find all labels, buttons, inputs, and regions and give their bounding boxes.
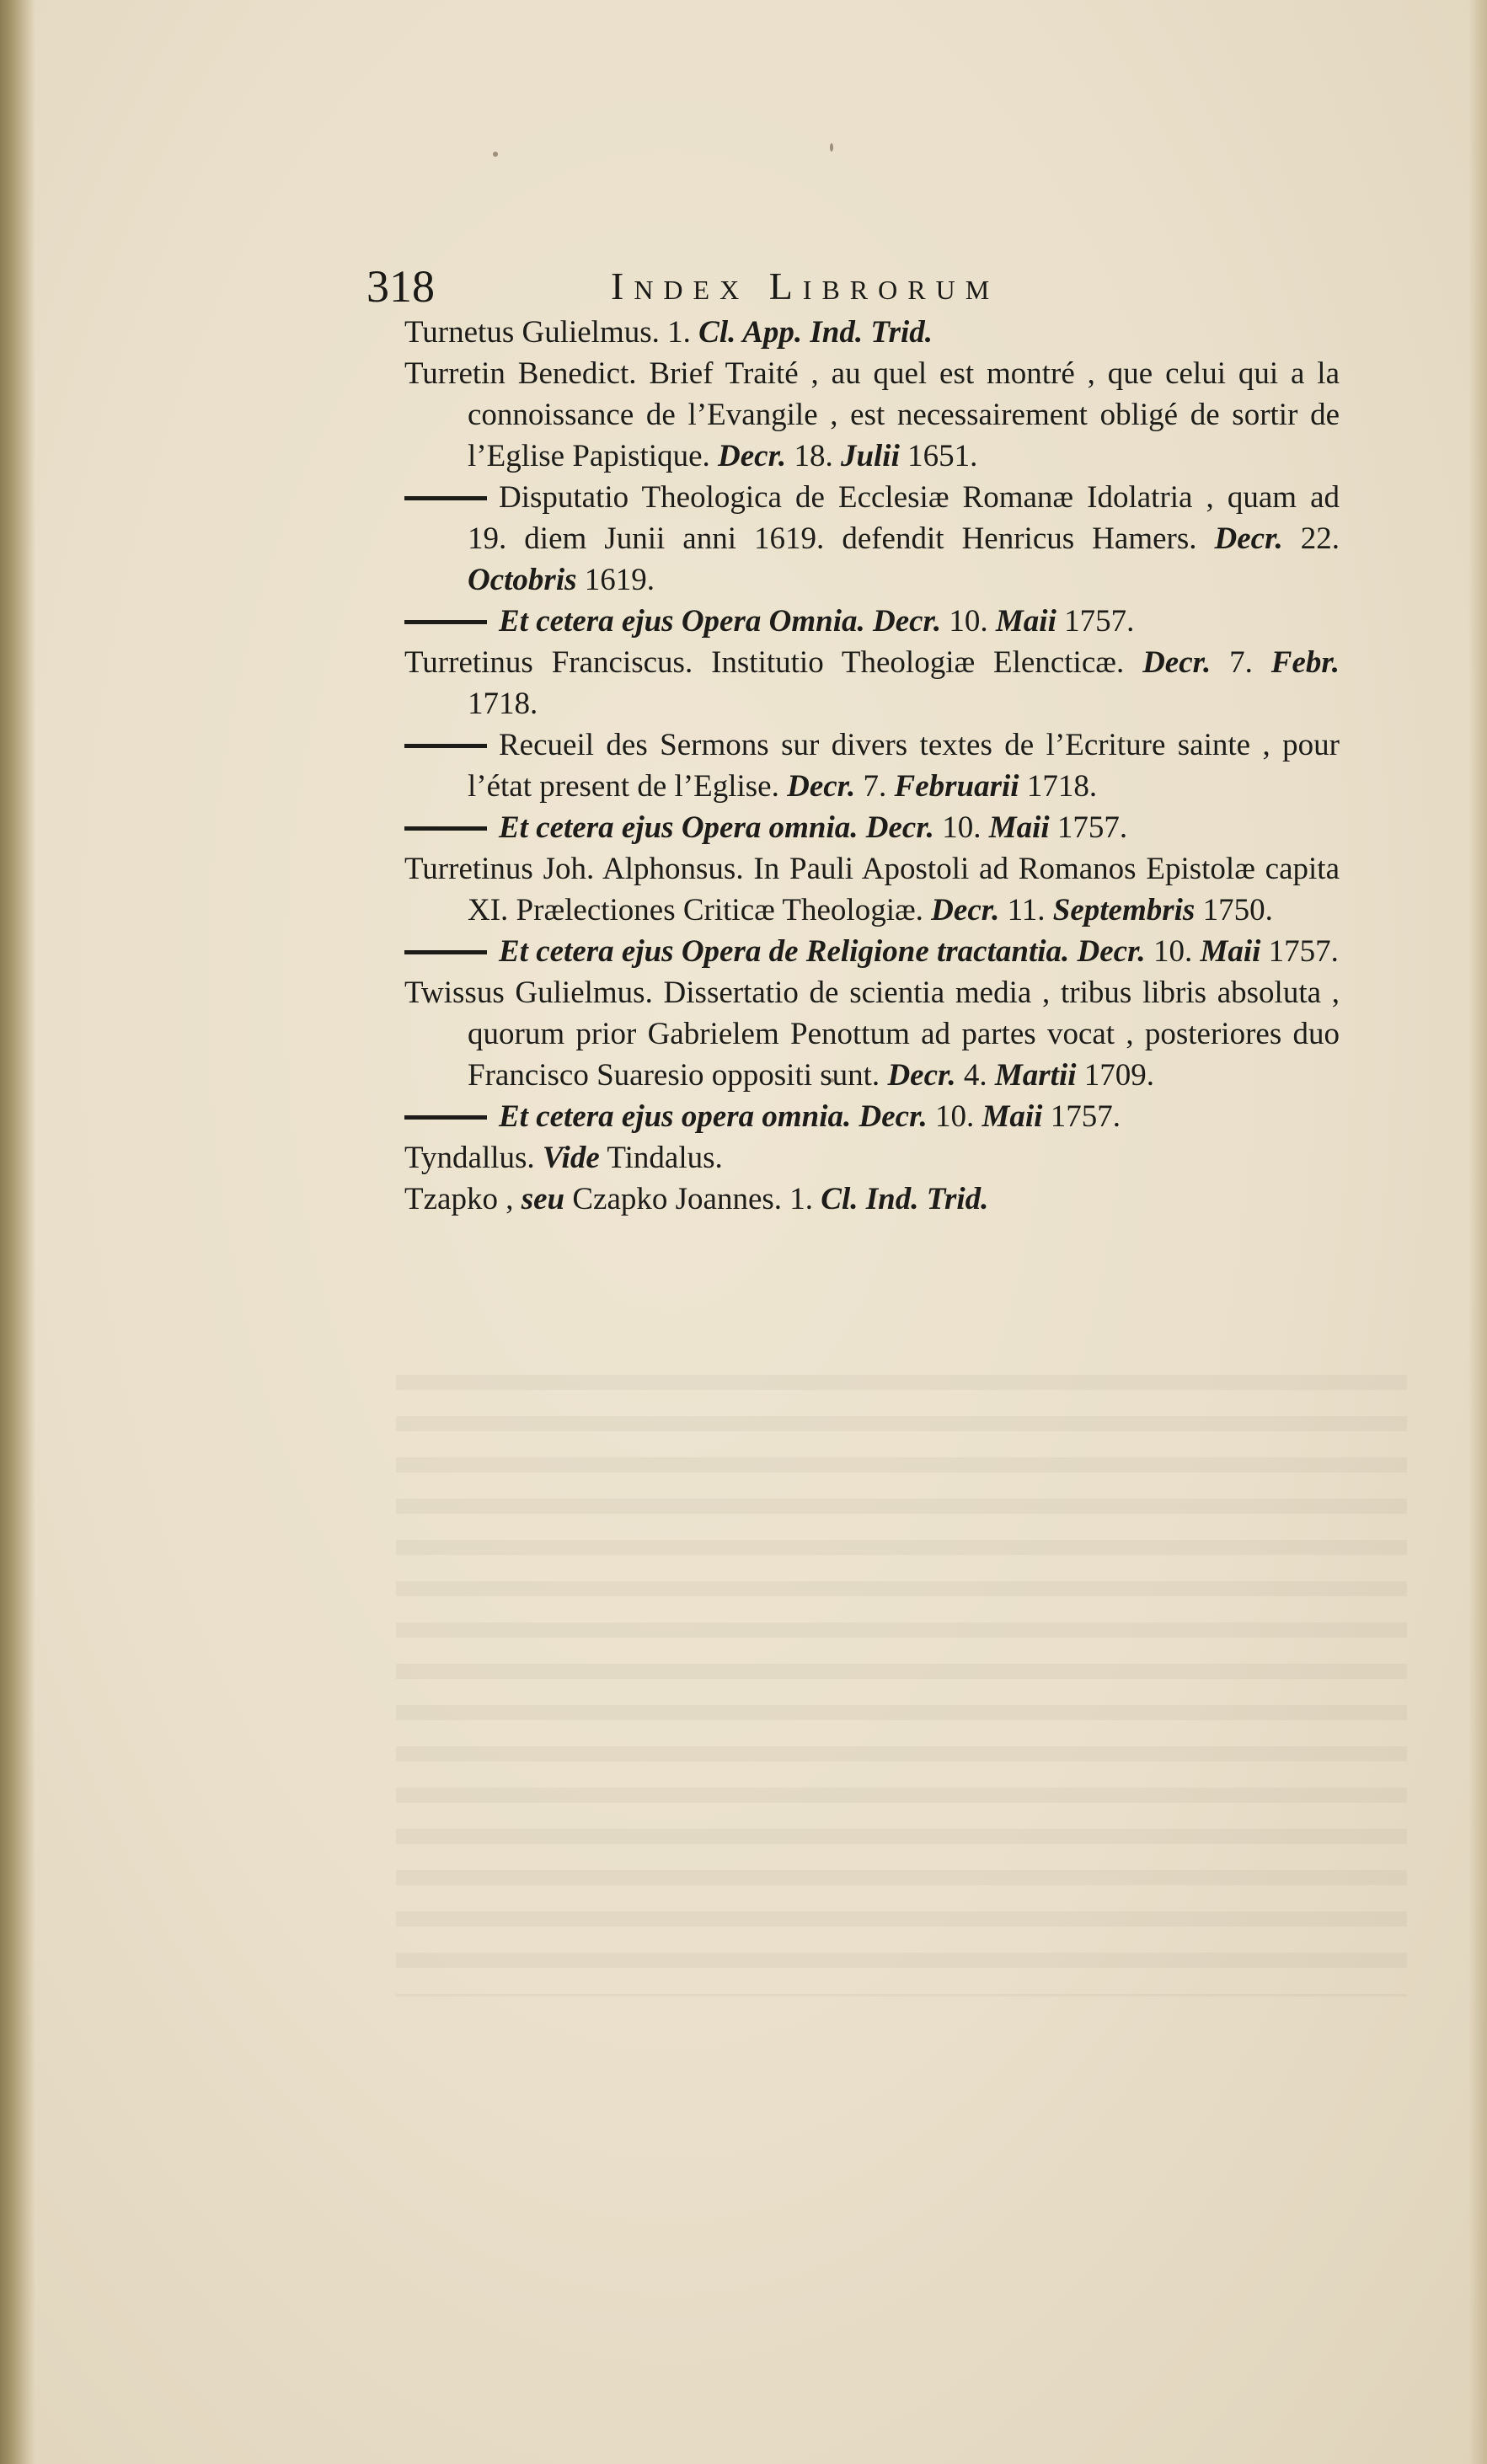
page-header <box>366 257 1150 316</box>
entry-text: Disputatio Theologica de Ecclesiæ Romanæ Idolatria , quam ad 19. diem Junii anni 1619. defendit Henricus Hamers. <box>468 480 1340 556</box>
show-through-text <box>396 1356 1407 1996</box>
entry-text: 1718. <box>1019 769 1098 804</box>
entry-text: 1651. <box>899 439 978 473</box>
entry-text: 10. <box>941 604 996 639</box>
entry-citation-text: Maii <box>982 1099 1043 1134</box>
ditto-dash <box>404 744 487 748</box>
entry-text: 1709. <box>1076 1058 1155 1093</box>
index-entry <box>404 1179 1340 1220</box>
entry-citation-text: Maii <box>1200 934 1261 969</box>
index-entry <box>404 1096 1340 1137</box>
entry-text: Recueil des Sermons sur divers textes de l’Ecriture sainte , pour l’état present de l’Eglise. <box>468 728 1340 804</box>
entry-citation-text: Decr. <box>1214 521 1283 556</box>
entry-text: 1757. <box>1042 1099 1121 1134</box>
entry-citation-text: Febr. <box>1270 645 1340 680</box>
entry-citation-text: Maii <box>988 810 1050 845</box>
entry-text: 11. <box>999 893 1053 927</box>
index-entry <box>404 477 1340 601</box>
entry-text: 4. <box>955 1058 995 1093</box>
entry-text: 10. <box>927 1099 982 1134</box>
entry-text: 1718. <box>468 687 538 721</box>
entry-citation-text: Cl. Ind. Trid. <box>821 1182 989 1216</box>
paper-speck <box>830 143 833 152</box>
index-entry <box>404 601 1340 642</box>
entry-citation-text: Et cetera ejus opera omnia. Decr. <box>499 1099 928 1134</box>
entry-text: Tindalus. <box>599 1141 723 1175</box>
entry-citation-text: Vide <box>542 1141 600 1175</box>
entry-text: Tzapko , <box>404 1182 522 1216</box>
paper-speck <box>493 152 498 157</box>
entry-text: Twissus Gulielmus. Dissertatio de scientia media , tribus libris absoluta , quorum prior Gabrielem Penottum ad partes vocat , posteriores duo Francisco Suaresio oppositi sunt. <box>404 975 1340 1093</box>
entry-citation-text: Septembris <box>1052 893 1195 927</box>
index-entry <box>404 807 1340 848</box>
entry-text: 10. <box>933 810 989 845</box>
entry-citation-text: Decr. <box>1142 645 1212 680</box>
ditto-dash <box>404 950 487 954</box>
page-number: 318 <box>366 261 435 312</box>
index-entry <box>404 642 1340 724</box>
entry-text: 1750. <box>1195 893 1273 927</box>
index-entry <box>404 724 1340 807</box>
entry-text: 1619. <box>576 563 655 597</box>
entry-citation-text: Martii <box>994 1058 1077 1093</box>
page-edge <box>1468 0 1487 2464</box>
index-entry <box>404 972 1340 1096</box>
entry-text: 7. <box>1211 645 1271 680</box>
entry-citation-text: seu <box>521 1182 565 1216</box>
entry-text: Czapko Joannes. 1. <box>564 1182 821 1216</box>
entry-citation-text: Cl. App. Ind. Trid. <box>698 315 933 350</box>
index-entry <box>404 1137 1340 1179</box>
index-entry <box>404 353 1340 477</box>
entry-citation-text: Julii <box>840 439 900 473</box>
entry-text: Tyndallus. <box>404 1141 543 1175</box>
ditto-dash <box>404 826 487 831</box>
running-title: Index Librorum <box>611 265 1000 307</box>
entry-citation-text: Octobris <box>468 563 577 597</box>
index-entry <box>404 312 1340 353</box>
entry-citation-text: Et cetera ejus Opera omnia. Decr. <box>499 810 934 845</box>
entry-text: Turretinus Joh. Alphonsus. In Pauli Apostoli ad Romanos Epistolæ capita XI. Prælectiones Criticæ Theologiæ. <box>404 852 1340 927</box>
entry-citation-text: Decr. <box>931 893 1000 927</box>
entry-text: 22. <box>1282 521 1340 556</box>
entry-text: 18. <box>786 439 841 473</box>
entry-citation-text: Decr. <box>787 769 856 804</box>
entry-text: 1757. <box>1260 934 1339 969</box>
ditto-dash <box>404 620 487 624</box>
entry-citation-text: Et cetera ejus Opera Omnia. Decr. <box>499 604 942 639</box>
entry-citation-text: Et cetera ejus Opera de Religione tractantia. Decr. <box>499 934 1146 969</box>
entry-text: Turretin Benedict. Brief Traité , au quel est montré , que celui qui a la connoissance de l’Evangile , est necessairement obligé de sortir de l’Eglise Papistique. <box>404 356 1340 473</box>
ditto-dash <box>404 496 487 500</box>
entry-citation-text: Februarii <box>894 769 1019 804</box>
entry-text: 1757. <box>1056 604 1135 639</box>
index-entry <box>404 848 1340 931</box>
entry-citation-text: Decr. <box>887 1058 956 1093</box>
binding-gutter <box>0 0 35 2464</box>
entry-text: 10. <box>1145 934 1201 969</box>
entry-text: Turretinus Franciscus. Institutio Theologiæ Elencticæ. <box>404 645 1143 680</box>
ditto-dash <box>404 1115 487 1120</box>
entry-text: Turnetus Gulielmus. 1. <box>404 315 699 350</box>
index-entry <box>404 931 1340 972</box>
entry-text: 7. <box>855 769 895 804</box>
index-entries <box>404 312 1340 1220</box>
entry-citation-text: Maii <box>995 604 1056 639</box>
entry-citation-text: Decr. <box>718 439 787 473</box>
entry-text: 1757. <box>1049 810 1128 845</box>
